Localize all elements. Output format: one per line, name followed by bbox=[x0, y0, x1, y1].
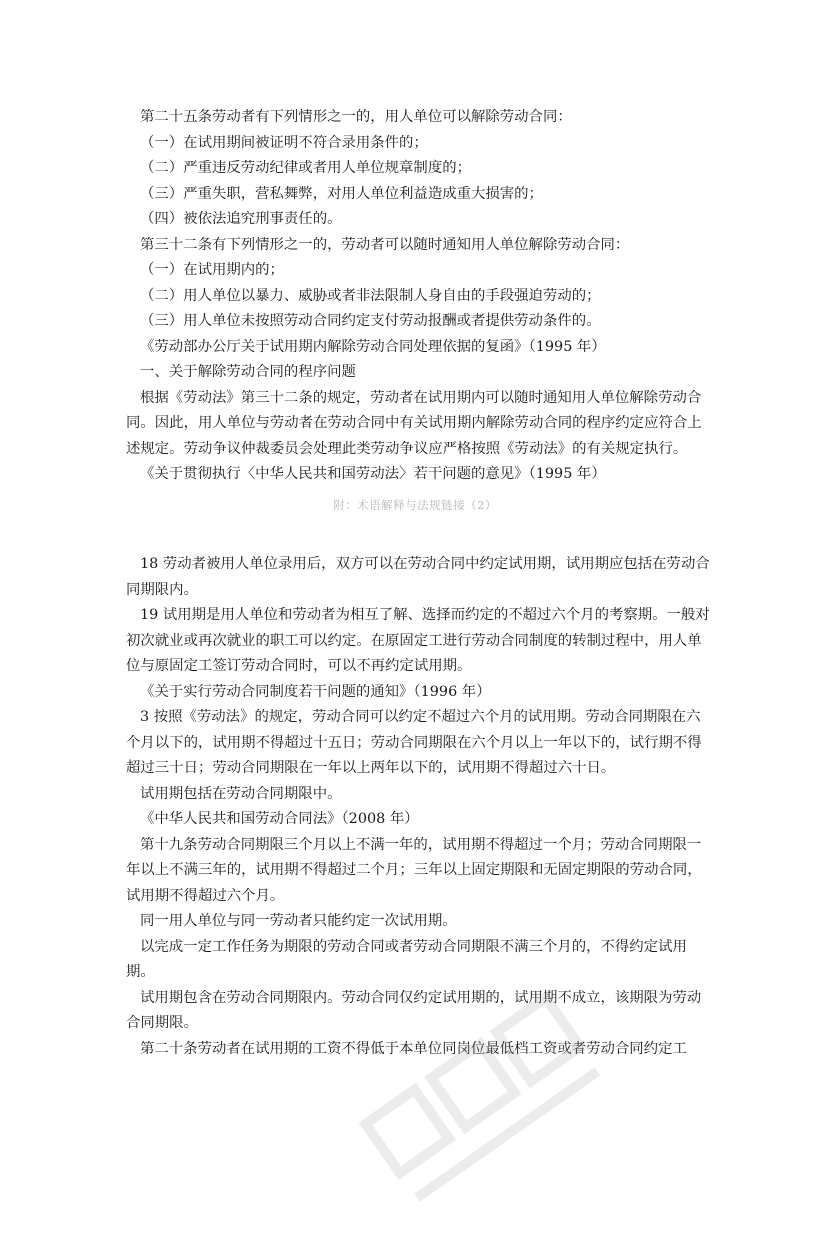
paragraph: 以完成一定工作任务为期限的劳动合同或者劳动合同期限不满三个月的，不得约定试用期。 bbox=[126, 938, 687, 980]
paragraph: 第十九条劳动合同期限三个月以上不满一年的，试用期不得超过一个月；劳动合同期限一年以上不满三年的，试用期不得超过二个月；三年以上固定期限和无固定期限的劳动合同，试用期不得超过六个月。 bbox=[126, 836, 702, 904]
paragraph: 《中华人民共和国劳动合同法》（2008 年） bbox=[140, 811, 419, 827]
paragraph: 根据《劳动法》第三十二条的规定，劳动者在试用期内可以随时通知用人单位解除劳动合同。因此，用人单位与劳动者在劳动合同中有关试用期内解除劳动合同的程序约定应符合上述规定。劳动争议仲裁委员会处理此类劳动争议应严格按照《劳动法》的有关规定执行。 bbox=[126, 389, 702, 457]
paragraph: 第三十二条有下列情形之一的，劳动者可以随时通知用人单位解除劳动合同： bbox=[140, 236, 630, 253]
paragraph: （三）用人单位未按照劳动合同约定支付劳动报酬或者提供劳动条件的。 bbox=[140, 313, 601, 329]
paragraph: 第二十条劳动者在试用期的工资不得低于本单位同岗位最低档工资或者劳动合同约定工 bbox=[140, 1040, 687, 1057]
paragraph: 3 按照《劳动法》的规定，劳动合同可以约定不超过六个月的试用期。劳动合同期限在六个月以下的，试用期不得超过十五日；劳动合同期限在六个月以上一年以下的，试行期不得超过三十日；劳动合同期限在一年以上两年以下的，试用期不得超过六十日。 bbox=[126, 709, 702, 776]
paragraph: 试用期包括在劳动合同期限中。 bbox=[140, 785, 342, 802]
paragraph: 试用期包含在劳动合同期限内。劳动合同仅约定试用期的，试用期不成立，该期限为劳动合同期限。 bbox=[126, 989, 702, 1031]
paragraph: 《关于实行劳动合同制度若干问题的通知》（1996 年） bbox=[140, 683, 491, 700]
paragraph: 《关于贯彻执行〈中华人民共和国劳动法〉若干问题的意见》（1995 年） bbox=[140, 466, 606, 482]
paragraph: 同一用人单位与同一劳动者只能约定一次试用期。 bbox=[140, 913, 457, 929]
section-1 bbox=[126, 105, 710, 488]
page-footer: 附：术语解释与法规链接（2） bbox=[333, 498, 497, 512]
paragraph: （一）在试用期间被证明不符合录用条件的； bbox=[140, 134, 428, 151]
paragraph: （三）严重失职，营私舞弊，对用人单位利益造成重大损害的； bbox=[140, 185, 543, 202]
section-2 bbox=[126, 552, 710, 1062]
paragraph: （一）在试用期内的； bbox=[140, 262, 284, 278]
paragraph: 《劳动部办公厅关于试用期内解除劳动合同处理依据的复函》（1995 年） bbox=[140, 338, 606, 355]
paragraph: （四）被依法追究刑事责任的。 bbox=[140, 211, 342, 227]
paragraph: 一、关于解除劳动合同的程序问题 bbox=[140, 364, 356, 380]
paragraph: 第二十五条劳动者有下列情形之一的，用人单位可以解除劳动合同： bbox=[140, 109, 572, 125]
paragraph: 19 试用期是用人单位和劳动者为相互了解、选择而约定的不超过六个月的考察期。一般对初次就业或再次就业的职工可以约定。在原固定工进行劳动合同制度的转制过程中，用人单位与原固定工签订劳动合同时，可以不再约定试用期。 bbox=[126, 607, 710, 674]
paragraph: 18 劳动者被用人单位录用后，双方可以在劳动合同中约定试用期，试用期应包括在劳动合同期限内。 bbox=[126, 556, 710, 598]
paragraph: （二）严重违反劳动纪律或者用人单位规章制度的； bbox=[140, 160, 471, 176]
paragraph: （二）用人单位以暴力、威胁或者非法限制人身自由的手段强迫劳动的； bbox=[140, 287, 601, 304]
